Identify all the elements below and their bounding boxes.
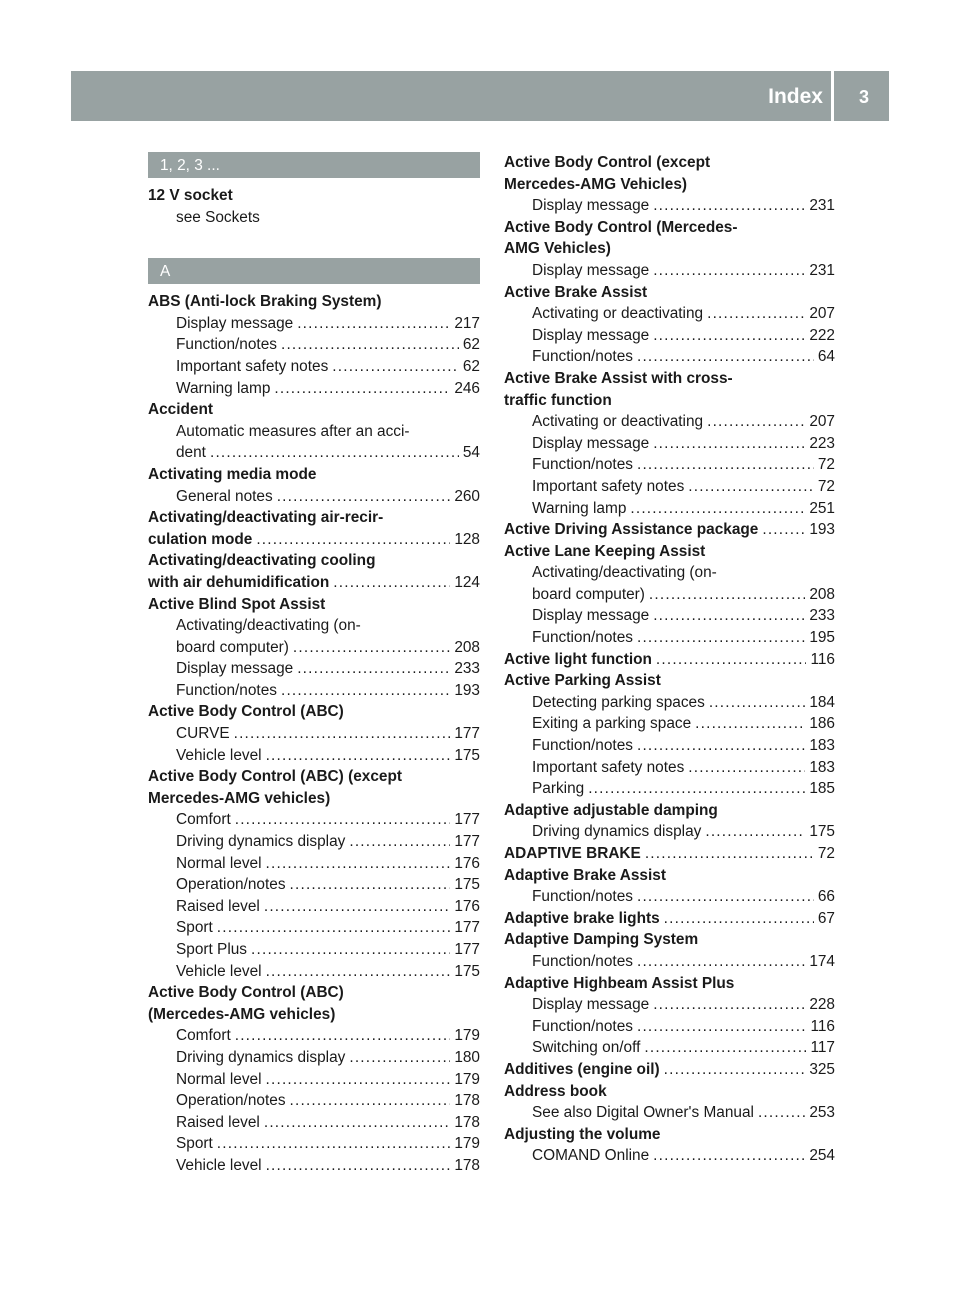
index-subentry[interactable]: Activating or deactivating ..... 207 — [504, 411, 835, 433]
index-entry — [504, 670, 835, 800]
index-subentry[interactable]: CURVE ..... 177 — [148, 723, 480, 745]
index-entry — [504, 800, 835, 843]
index-subentry[interactable]: Warning lamp ..... 251 — [504, 498, 835, 520]
index-term-with-page[interactable]: Additives (engine oil) ..... 325 — [504, 1059, 835, 1081]
index-subentry[interactable]: Vehicle level ..... 175 — [148, 745, 480, 767]
index-subentry[interactable]: Function/notes ..... 174 — [504, 951, 835, 973]
index-subentry[interactable]: board computer) ..... 208 — [504, 584, 835, 606]
index-term-with-page[interactable]: Active Driving Assistance package ..... 193 — [504, 519, 835, 541]
index-entry — [504, 649, 835, 671]
index-term: Activating/deactivating cooling — [148, 552, 376, 570]
index-term: Active Brake Assist with cross- — [504, 369, 733, 387]
index-term: Adaptive Brake Assist — [504, 866, 666, 884]
index-subentry[interactable]: COMAND Online ..... 254 — [504, 1145, 835, 1167]
index-subentry[interactable]: Function/notes ..... 72 — [504, 454, 835, 476]
index-column-right — [504, 152, 835, 1167]
index-subentry[interactable]: Important safety notes ..... 183 — [504, 757, 835, 779]
index-term: Accident — [148, 401, 213, 419]
index-entry — [504, 908, 835, 930]
index-term: traffic function — [504, 391, 612, 409]
index-entry — [148, 291, 480, 399]
index-column-left — [148, 152, 480, 1177]
index-subentry[interactable]: Important safety notes ..... 72 — [504, 476, 835, 498]
index-subentry[interactable]: Display message ..... 231 — [504, 195, 835, 217]
index-subentry-text: Activating/deactivating (on- — [532, 564, 717, 582]
index-entry — [148, 399, 480, 464]
index-subentry[interactable]: Display message ..... 233 — [504, 605, 835, 627]
index-subentry[interactable]: Comfort ..... 179 — [148, 1025, 480, 1047]
index-subentry[interactable]: Function/notes ..... 62 — [148, 334, 480, 356]
index-subentry[interactable]: Sport ..... 179 — [148, 1133, 480, 1155]
index-entry — [148, 766, 480, 982]
index-subentry[interactable]: Function/notes ..... 195 — [504, 627, 835, 649]
index-subentry[interactable]: Function/notes ..... 116 — [504, 1016, 835, 1038]
index-subentry[interactable]: Display message ..... 223 — [504, 433, 835, 455]
index-subentry[interactable]: Switching on/off ..... 117 — [504, 1037, 835, 1059]
index-term: Adjusting the volume — [504, 1125, 661, 1143]
index-subentry[interactable]: Display message ..... 228 — [504, 994, 835, 1016]
index-term: (Mercedes-AMG vehicles) — [148, 1005, 336, 1023]
index-subentry[interactable]: Detecting parking spaces ..... 184 — [504, 692, 835, 714]
index-subentry[interactable]: Vehicle level ..... 175 — [148, 961, 480, 983]
index-entry — [504, 843, 835, 865]
index-subentry[interactable]: Normal level ..... 176 — [148, 853, 480, 875]
index-subentry[interactable]: General notes ..... 260 — [148, 486, 480, 508]
index-see-reference[interactable]: see Sockets — [176, 208, 260, 226]
index-term: Active Body Control (except — [504, 154, 711, 171]
index-term: Active Body Control (ABC) — [148, 703, 344, 721]
index-subentry[interactable]: Raised level ..... 178 — [148, 1112, 480, 1134]
index-subentry[interactable]: Display message ..... 217 — [148, 313, 480, 335]
index-entry — [504, 865, 835, 908]
index-subentry[interactable]: Exiting a parking space ..... 186 — [504, 713, 835, 735]
index-subentry[interactable]: Driving dynamics display ..... 180 — [148, 1047, 480, 1069]
index-subentry[interactable]: Display message ..... 233 — [148, 658, 480, 680]
index-term: Mercedes-AMG Vehicles) — [504, 175, 688, 193]
index-subentry[interactable]: Function/notes ..... 183 — [504, 735, 835, 757]
index-term: Active Body Control (ABC) — [148, 984, 344, 1002]
index-entry — [504, 1124, 835, 1167]
section-header-a: A — [148, 258, 480, 284]
index-subentry[interactable]: Activating or deactivating ..... 207 — [504, 303, 835, 325]
index-term: Activating media mode — [148, 465, 317, 483]
index-entry — [148, 982, 480, 1176]
index-subentry[interactable]: Vehicle level ..... 178 — [148, 1155, 480, 1177]
index-entry — [504, 1059, 835, 1081]
index-subentry[interactable]: dent ..... 54 — [148, 442, 480, 464]
index-entry — [148, 507, 480, 550]
index-subentry[interactable]: Parking ..... 185 — [504, 778, 835, 800]
index-subentry[interactable]: Warning lamp ..... 246 — [148, 378, 480, 400]
index-subentry[interactable]: Important safety notes ..... 62 — [148, 356, 480, 378]
index-entry — [504, 1081, 835, 1124]
index-entry — [148, 701, 480, 766]
index-term: 12 V socket — [148, 187, 233, 204]
index-subentry[interactable]: Function/notes ..... 66 — [504, 886, 835, 908]
index-term: Adaptive adjustable damping — [504, 801, 718, 819]
index-term: Active Brake Assist — [504, 283, 648, 301]
index-term: Active Body Control (ABC) (except — [148, 768, 402, 786]
index-subentry[interactable]: Function/notes ..... 64 — [504, 346, 835, 368]
index-term: Active Blind Spot Assist — [148, 595, 326, 613]
index-term: AMG Vehicles) — [504, 240, 611, 258]
index-subentry[interactable]: Sport Plus ..... 177 — [148, 939, 480, 961]
index-entry — [504, 541, 835, 649]
header-divider — [831, 71, 834, 121]
index-term-with-page[interactable]: Active light function ..... 116 — [504, 649, 835, 671]
index-term: Adaptive Highbeam Assist Plus — [504, 974, 735, 992]
index-subentry[interactable]: Operation/notes ..... 175 — [148, 874, 480, 896]
index-term-with-page[interactable]: ADAPTIVE BRAKE ..... 72 — [504, 843, 835, 865]
index-subentry-text: Activating/deactivating (on- — [176, 617, 361, 635]
index-entry — [148, 550, 480, 593]
index-entry — [504, 973, 835, 1059]
index-subentry[interactable]: Normal level ..... 179 — [148, 1069, 480, 1091]
index-subentry[interactable]: Display message ..... 231 — [504, 260, 835, 282]
index-subentry[interactable]: See also Digital Owner's Manual ..... 253 — [504, 1102, 835, 1124]
index-entry — [504, 217, 835, 282]
header-page-number: 3 — [858, 87, 869, 107]
index-subentry[interactable]: Driving dynamics display ..... 177 — [148, 831, 480, 853]
page-header-bar — [71, 71, 889, 121]
index-term: Adaptive Damping System — [504, 931, 699, 949]
index-entry — [504, 282, 835, 368]
index-subentry[interactable]: Function/notes ..... 193 — [148, 680, 480, 702]
index-entry — [504, 368, 835, 519]
index-term: Active Parking Assist — [504, 672, 661, 690]
section-header-123: 1, 2, 3 ... — [148, 152, 480, 178]
index-subentry[interactable]: Driving dynamics display ..... 175 — [504, 821, 835, 843]
index-term: ABS (Anti-lock Braking System) — [148, 293, 382, 311]
index-term-with-page[interactable]: with air dehumidification ..... 124 — [148, 572, 480, 594]
index-subentry[interactable]: Sport ..... 177 — [148, 917, 480, 939]
index-entry — [148, 185, 480, 228]
index-term: Active Body Control (Mercedes- — [504, 218, 738, 236]
index-entry — [504, 152, 835, 217]
index-term: Activating/deactivating air-recir- — [148, 509, 384, 527]
index-subentry[interactable]: Comfort ..... 177 — [148, 809, 480, 831]
index-subentry-text: Automatic measures after an acci- — [176, 422, 410, 440]
index-term-with-page[interactable]: culation mode ..... 128 — [148, 529, 480, 551]
index-entry — [148, 464, 480, 507]
index-term-with-page[interactable]: Adaptive brake lights ..... 67 — [504, 908, 835, 930]
index-term: Active Lane Keeping Assist — [504, 542, 706, 560]
index-entry — [504, 929, 835, 972]
index-subentry[interactable]: board computer) ..... 208 — [148, 637, 480, 659]
header-title: Index — [768, 85, 823, 108]
index-subentry[interactable]: Raised level ..... 176 — [148, 896, 480, 918]
index-entry — [504, 519, 835, 541]
index-term: Mercedes-AMG vehicles) — [148, 789, 331, 807]
index-entry — [148, 594, 480, 702]
index-subentry[interactable]: Operation/notes ..... 178 — [148, 1090, 480, 1112]
index-term: Address book — [504, 1082, 607, 1100]
index-subentry[interactable]: Display message ..... 222 — [504, 325, 835, 347]
